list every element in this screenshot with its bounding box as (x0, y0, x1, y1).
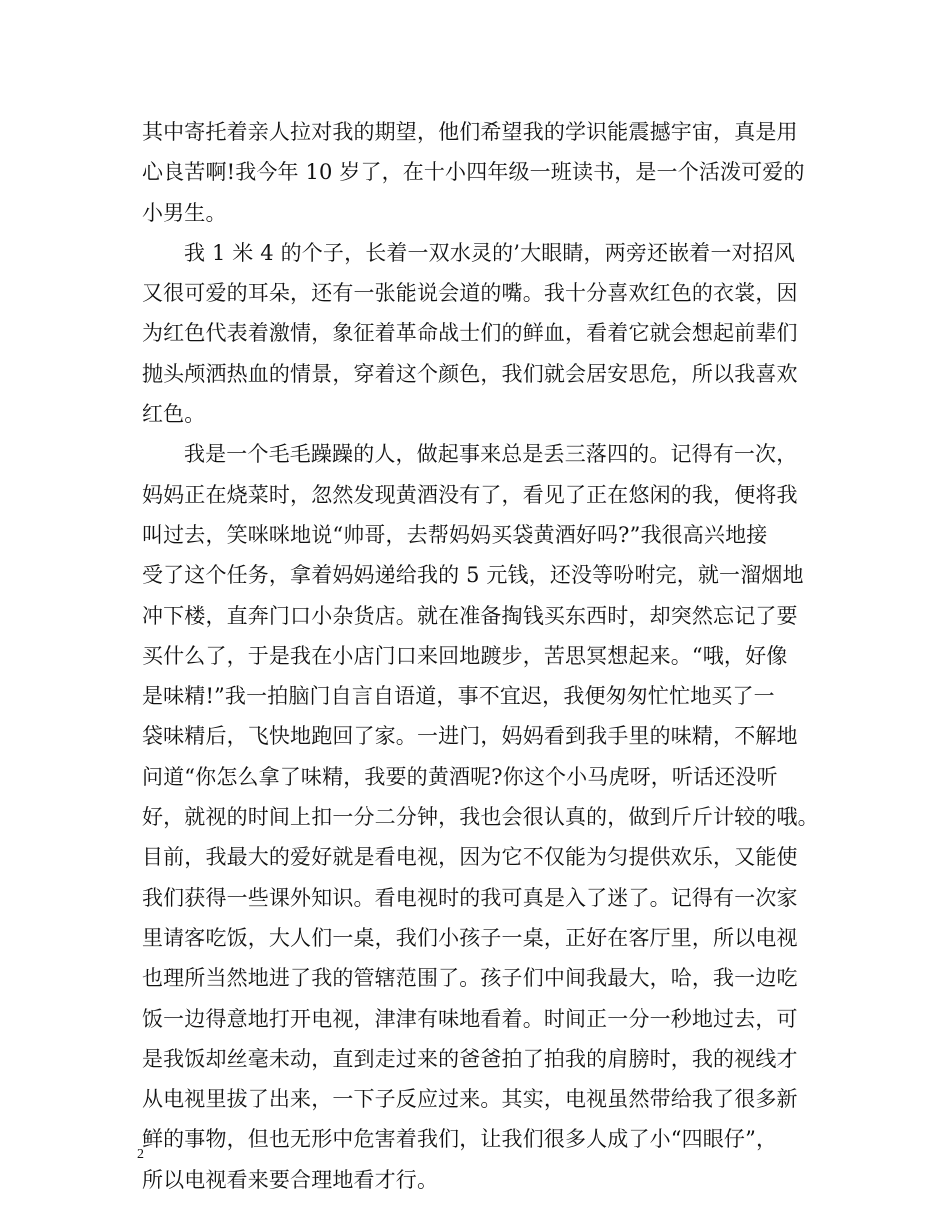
body-text (142, 112, 832, 1200)
text-line: 其中寄托着亲人拉对我的期望，他们希望我的学识能震撼宇宙，真是用 (142, 120, 798, 144)
text-line: 里请客吃饭，大人们一桌，我们小孩子一桌，正好在客厅里，所以电视 (142, 925, 798, 950)
text-line: 从电视里拔了出来，一下子反应过来。其实，电视虽然带给我了很多新 (142, 1087, 798, 1112)
text-line: 是味精!”我一拍脑门自言自语道，事不宜迟，我便匆匆忙忙地买了一 (142, 684, 775, 709)
page-number: 2 (137, 1147, 144, 1162)
text-line: 鲜的事物，但也无形中危害着我们，让我们很多人成了小“四眼仔”， (142, 1127, 778, 1152)
text-line: 又很可爱的耳朵，还有一张能说会道的嘴。我十分喜欢红色的衣裳，因 (142, 281, 798, 306)
text-line: 饭一边得意地打开电视，津津有味地看着。时间正一分一秒地过去，可 (142, 1006, 798, 1031)
text-line: 为红色代表着激情，象征着革命战士们的鲜血，看着它就会想起前辈们 (142, 321, 798, 346)
text-line: 叫过去，笑咪咪地说“帅哥，去帮妈妈买袋黄酒好吗?”我很高兴地接 (142, 522, 768, 547)
text-line: 受了这个任务，拿着妈妈递给我的 5 元钱，还没等吩咐完，就一溜烟地 (142, 563, 804, 588)
text-line: 袋味精后，飞快地跑回了家。一进门，妈妈看到我手里的味精，不解地 (142, 724, 798, 749)
text-line: 抛头颅洒热血的情景，穿着这个颜色，我们就会居安思危，所以我喜欢 (142, 361, 798, 386)
text-line: 我 1 米 4 的个子，长着一双水灵的’大眼睛，两旁还嵌着一对招风 (184, 240, 796, 265)
text-line: 我是一个毛毛躁躁的人，做起事来总是丢三落四的。记得有一次， (184, 442, 798, 467)
text-line: 心良苦啊!我今年 10 岁了，在十小四年级一班读书，是一个活泼可爱的 (142, 160, 805, 185)
text-line: 妈妈正在烧菜时，忽然发现黄酒没有了，看见了正在悠闲的我，便将我 (142, 482, 798, 507)
text-line: 也理所当然地进了我的管辖范围了。孩子们中间我最大，哈，我一边吃 (142, 966, 798, 991)
text-line: 红色。 (142, 402, 206, 427)
text-line: 目前，我最大的爱好就是看电视，因为它不仅能为匀提供欢乐，又能使 (142, 845, 798, 870)
text-line: 小男生。 (142, 200, 227, 225)
text-line: 冲下楼，直奔门口小杂货店。就在准备掏钱买东西时，却突然忘记了要 (142, 603, 798, 628)
text-line: 买什么了，于是我在小店门口来回地踱步，苦思冥想起来。“哦，好像 (142, 643, 788, 668)
text-line: 所以电视看来要合理地看才行。 (142, 1167, 439, 1192)
text-line: 我们获得一些课外知识。看电视时的我可真是入了迷了。记得有一次家 (142, 885, 798, 910)
text-line: 是我饭却丝毫未动，直到走过来的爸爸拍了拍我的肩膀时，我的视线才 (142, 1046, 798, 1071)
text-line: 好，就视的时间上扣一分二分钟，我也会很认真的，做到斤斤计较的哦。 (142, 805, 819, 830)
text-line: 问道“你怎么拿了味精，我要的黄酒呢?你这个小马虎呀，听话还没听 (142, 764, 778, 789)
